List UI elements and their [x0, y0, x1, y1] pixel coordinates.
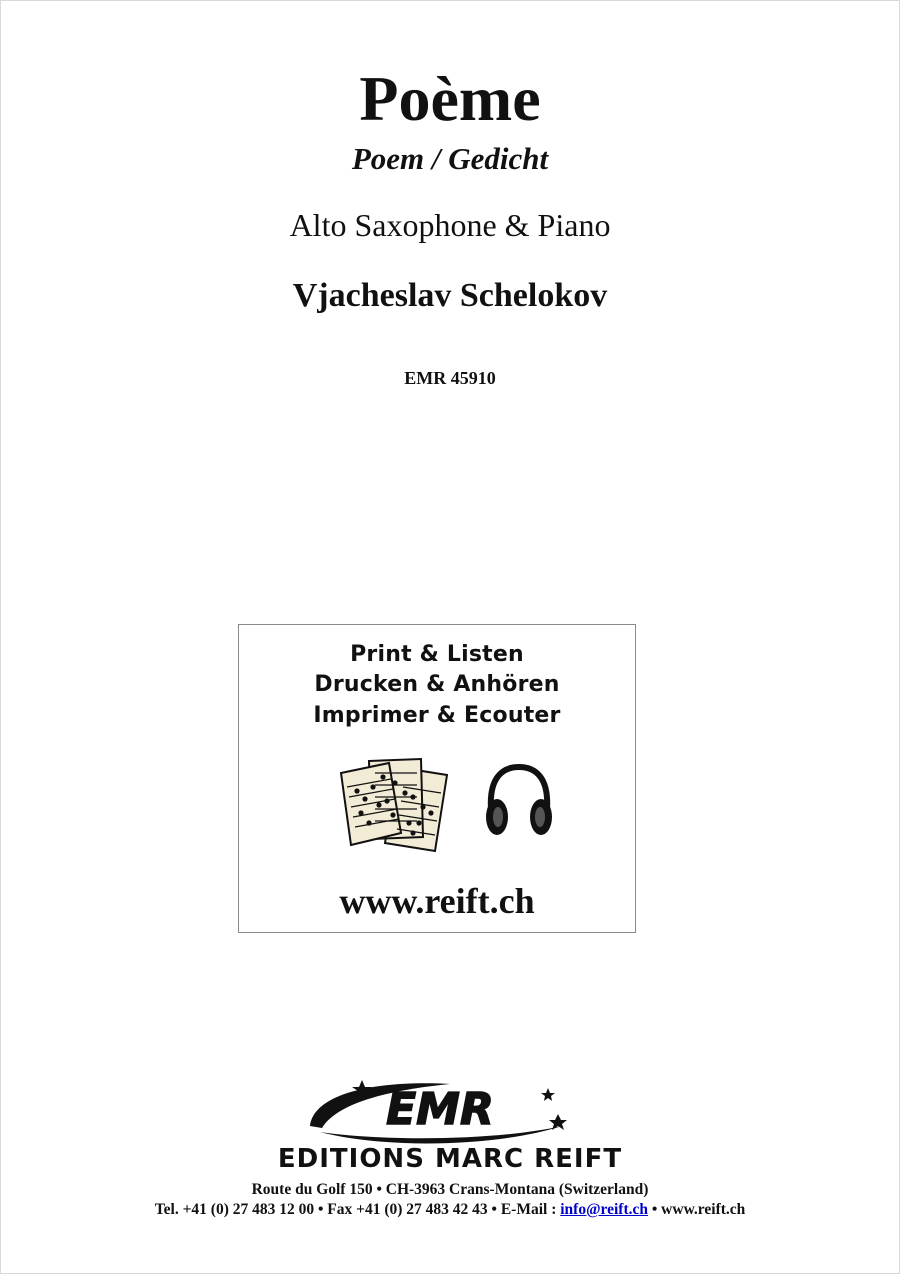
promo-line-german: Drucken & Anhören [314, 672, 560, 697]
score-title: Poème [359, 63, 541, 134]
publisher-contact [0, 1200, 900, 1220]
svg-text:EMR: EMR [386, 1084, 494, 1135]
headphones-icon [483, 763, 555, 841]
promo-website[interactable]: www.reift.ch [339, 881, 535, 921]
catalog-number: EMR 45910 [404, 368, 496, 388]
contact-website: • www.reift.ch [648, 1201, 746, 1218]
sheet-music-icon [339, 753, 469, 853]
emr-logo [300, 1074, 580, 1152]
publisher-name: EDITIONS MARC REIFT [277, 1144, 623, 1174]
promo-line-english: Print & Listen [350, 642, 524, 667]
print-listen-box [238, 624, 636, 933]
publisher-address: Route du Golf 150 • CH-3963 Crans-Montana (Switzerland) [251, 1181, 649, 1198]
contact-phone-fax: Tel. +41 (0) 27 483 12 00 • Fax +41 (0) 27 483 42 43 • E-Mail : [154, 1201, 561, 1218]
instrumentation: Alto Saxophone & Piano [289, 207, 611, 243]
email-link[interactable]: info@reift.ch [560, 1201, 648, 1218]
score-subtitle: Poem / Gedicht [351, 141, 549, 176]
promo-line-french: Imprimer & Ecouter [313, 703, 561, 728]
composer-name: Vjacheslav Schelokov [292, 277, 608, 314]
